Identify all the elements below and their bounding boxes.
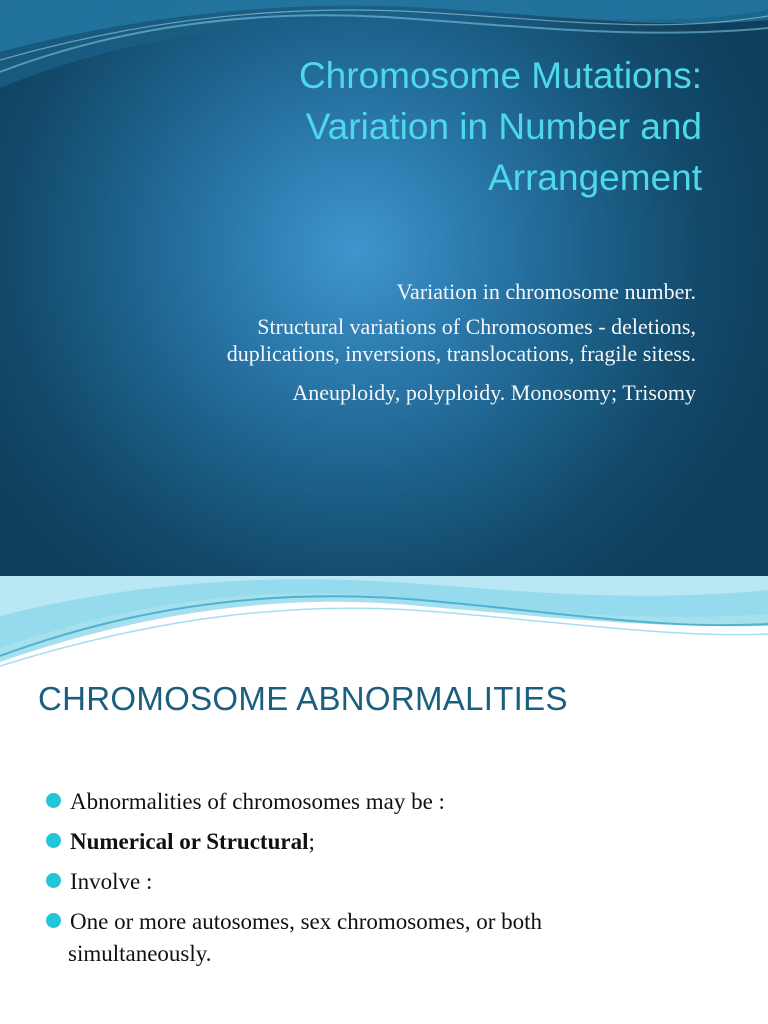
subtitle-line-part: duplications, inversions, translocations, fragile sitess. [226, 341, 696, 366]
wave-decoration [0, 576, 768, 671]
list-item [46, 906, 746, 970]
bullet-dot-icon [46, 833, 61, 848]
slide-heading: CHROMOSOME ABNORMALITIES [38, 680, 568, 717]
list-item [46, 786, 746, 818]
bullet-dot-icon [46, 873, 61, 888]
list-item [46, 866, 746, 898]
bullet-text: Involve : [70, 869, 153, 894]
title-line: Chromosome Mutations: [298, 55, 702, 96]
subtitle-line-part: Structural variations of Chromosomes - deletions, [257, 314, 696, 339]
bullet-dot-icon [46, 913, 61, 928]
bullet-text-bold: Numerical or Structural [70, 829, 309, 854]
slide-title [62, 50, 702, 203]
content-slide [0, 576, 768, 1024]
bullet-text: ; [308, 829, 315, 854]
list-item [46, 826, 746, 858]
subtitle-line: Variation in chromosome number. [396, 279, 696, 304]
bullet-dot-icon [46, 793, 61, 808]
title-line: Arrangement [488, 157, 702, 198]
bullet-list [46, 786, 746, 978]
bullet-text-continuation: simultaneously. [68, 941, 212, 966]
subtitle-line [36, 313, 696, 367]
subtitle-line: Aneuploidy, polyploidy. Monosomy; Trisomy [292, 380, 696, 405]
slide-subtitle [36, 278, 696, 414]
title-line: Variation in Number and [305, 106, 702, 147]
bullet-text: One or more autosomes, sex chromosomes, or both [70, 909, 543, 934]
bullet-text: Abnormalities of chromosomes may be : [70, 789, 445, 814]
